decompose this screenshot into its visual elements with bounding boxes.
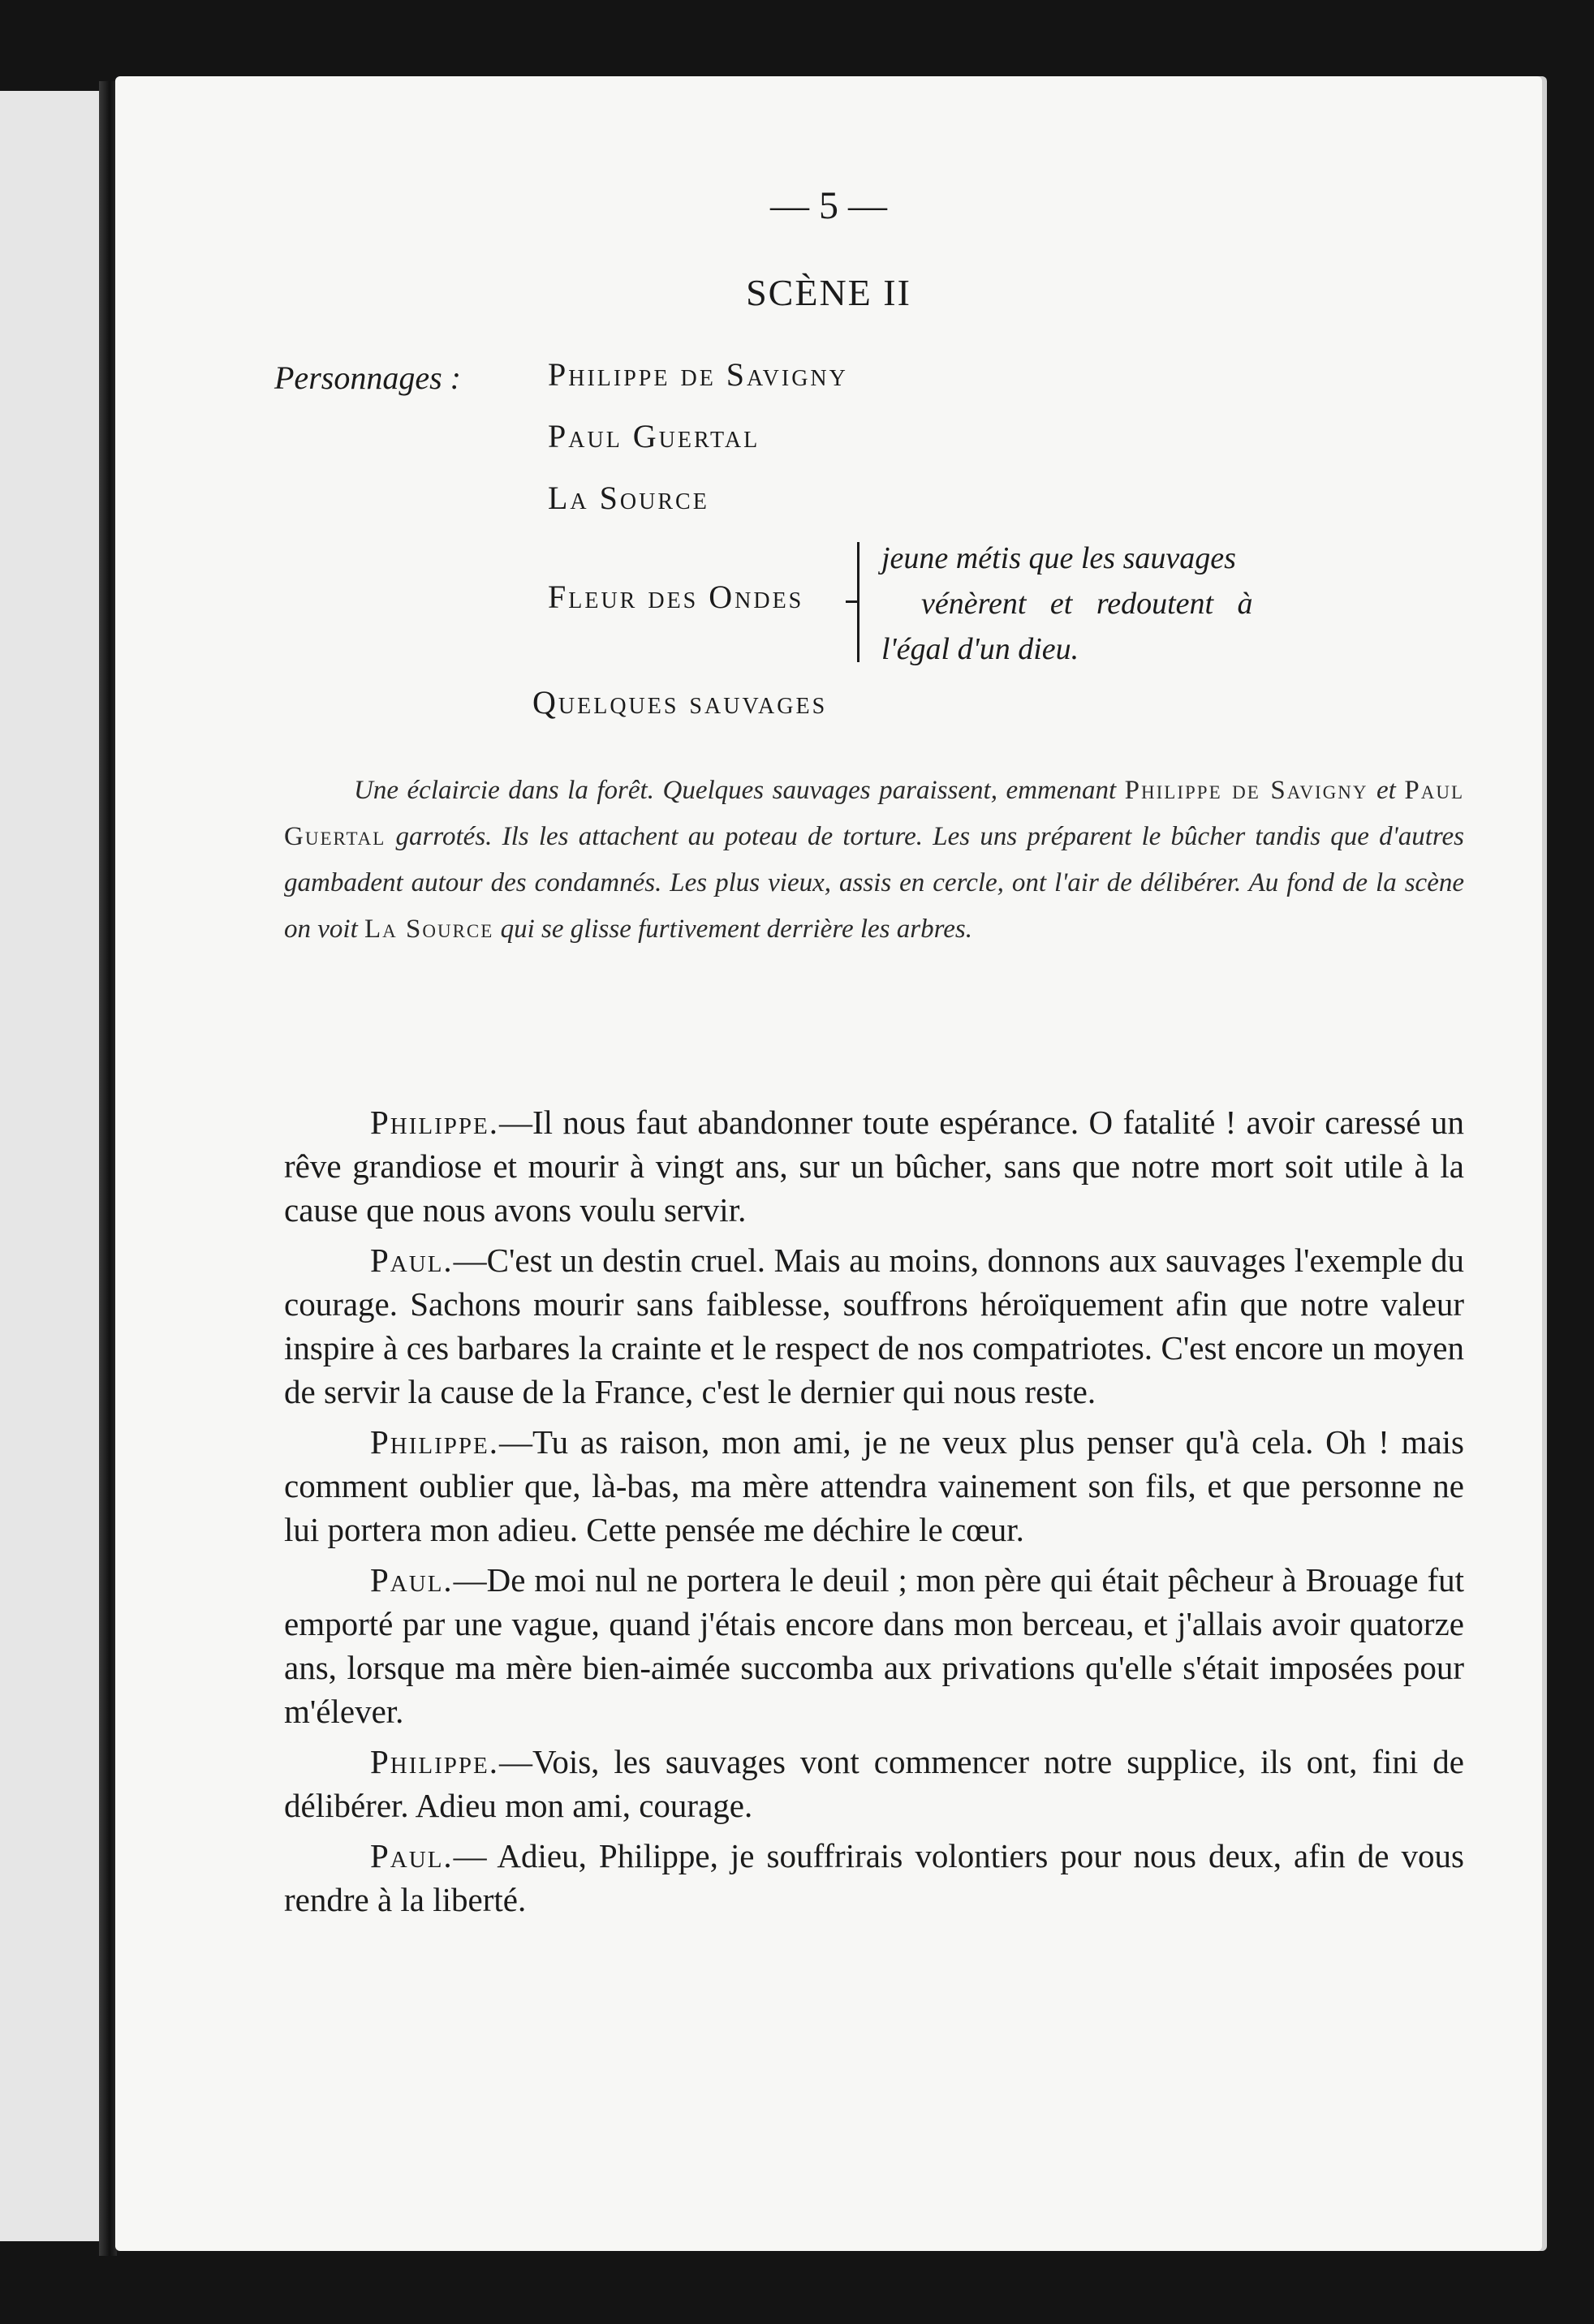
speech-text: —Tu as raison, mon ami, je ne veux plus penser qu'à cela. Oh ! mais comment oublier que, là-bas, ma mère attendra vainement son fils, et que personne ne lui portera mon adieu. Cette pensée me déchire le cœur. — [284, 1423, 1464, 1548]
speaker-name: Philippe. — [370, 1104, 499, 1141]
dialogue-paragraph — [284, 1834, 1464, 1922]
dialogue-paragraph — [284, 1420, 1464, 1551]
speaker-name: Paul. — [370, 1837, 454, 1874]
speaker-name: Paul. — [370, 1561, 454, 1599]
dialogue-paragraph — [284, 1100, 1464, 1232]
speaker-name: Paul. — [370, 1242, 454, 1279]
curly-brace — [857, 542, 874, 662]
character-quelques-sauvages: Quelques sauvages — [532, 684, 828, 721]
previous-page-edge — [0, 91, 104, 2241]
stage-text: qui se glisse furtivement derrière les arbres. — [493, 915, 972, 944]
speech-text: —Il nous faut abandonner toute espérance. O fatalité ! avoir caressé un rêve grandiose et mourir à vingt ans, sur un bûcher, sans que notre mort soit utile à la cause que nous avons voulu servir. — [284, 1104, 1464, 1229]
character-fleur-des-ondes: Fleur des Ondes — [548, 579, 804, 615]
book-page — [115, 76, 1542, 2251]
stage-name: Paul Guertal — [284, 776, 1464, 851]
fleur-description-line-3: l'égal d'un dieu. — [881, 632, 1079, 666]
dialogue-paragraph — [284, 1238, 1464, 1414]
stage-name: La Source — [364, 915, 494, 944]
speaker-name: Philippe. — [370, 1743, 499, 1780]
character-philippe: Philippe de Savigny — [548, 356, 848, 393]
speech-text: —C'est un destin cruel. Mais au moins, donnons aux sauvages l'exemple du courage. Sachons mourir sans faiblesse, souffrons héroïquement afin que notre valeur inspire à ces barbares la crainte et le respect de nos compatriotes. C'est encore un moyen de servir la cause de la France, c'est le dernier qui nous reste. — [284, 1242, 1464, 1410]
dialogue-paragraph — [284, 1740, 1464, 1827]
character-paul: Paul Guertal — [548, 418, 760, 454]
scene-title: SCÈNE II — [746, 272, 911, 313]
fleur-description-line-1: jeune métis que les sauvages — [881, 541, 1236, 575]
curly-brace-point — [846, 600, 857, 603]
speech-text: —Vois, les sauvages vont commencer notre supplice, ils ont, fini de délibérer. Adieu mon ami, courage. — [284, 1743, 1464, 1824]
stage-name: Philippe de Savigny — [1124, 776, 1368, 805]
page-number: — 5 — — [770, 184, 887, 227]
fleur-description-line-2: vénèrent et redoutent à — [921, 587, 1253, 621]
stage-text: Une éclaircie dans la forêt. Quelques sauvages paraissent, emmenant — [354, 776, 1125, 805]
book-spine — [99, 81, 117, 2256]
speech-text: — Adieu, Philippe, je souffrirais volontiers pour nous deux, afin de vous rendre à la liberté. — [284, 1837, 1464, 1918]
character-la-source: La Source — [548, 480, 709, 516]
personnages-label: Personnages : — [274, 359, 461, 396]
speech-text: —De moi nul ne portera le deuil ; mon père qui était pêcheur à Brouage fut emporté par une vague, quand j'étais encore dans mon berceau, et j'allais avoir quatorze ans, lorsque ma mère bien-aimée succomba aux privations qu'elle s'était imposées pour m'élever. — [284, 1561, 1464, 1730]
dialogue — [284, 1100, 1464, 1928]
dialogue-paragraph — [284, 1558, 1464, 1733]
stage-direction — [284, 768, 1464, 953]
stage-text: et — [1368, 776, 1405, 805]
speaker-name: Philippe. — [370, 1423, 499, 1461]
stage-text: garrotés. Ils les attachent au poteau de torture. Les uns préparent le bûcher tandis que d'autres gambadent autour des condamnés. Les plus vieux, assis en cercle, ont l'air de délibérer. Au fond de la scène on voit — [284, 822, 1464, 944]
